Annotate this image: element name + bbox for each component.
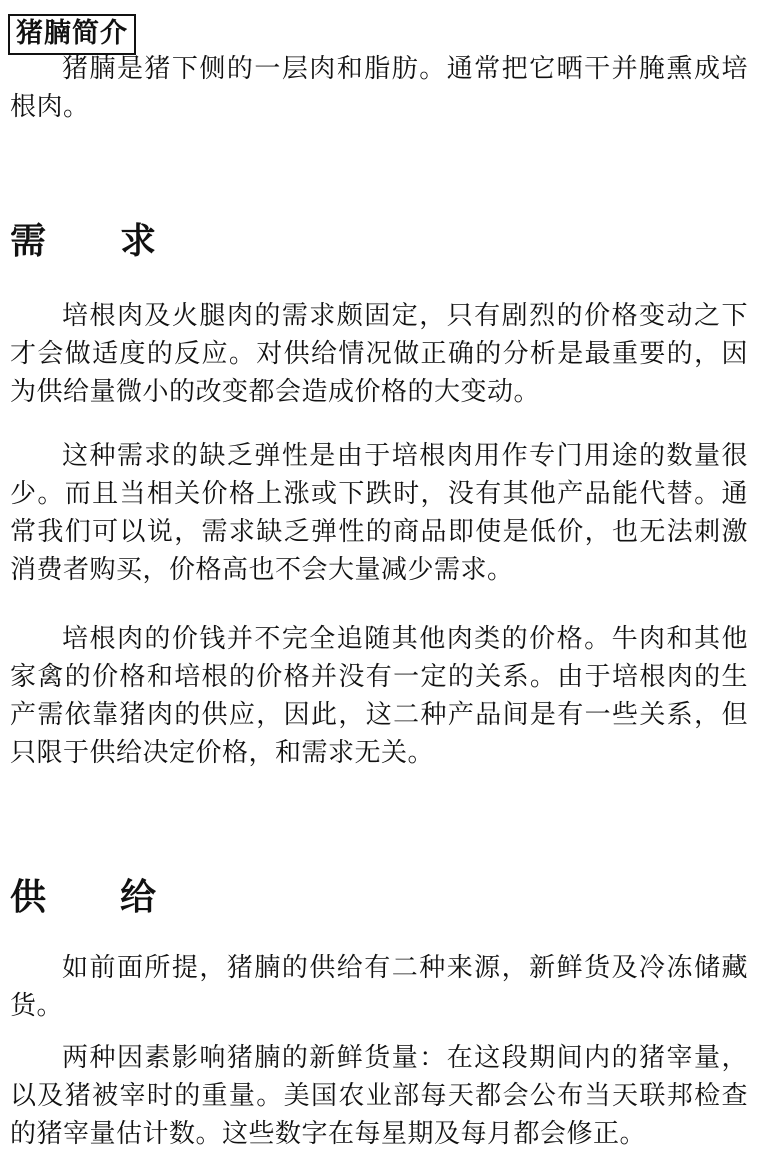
supply-heading: 供给 (10, 877, 231, 918)
supply-paragraph-2: 两种因素影响猪腩的新鲜货量：在这段期间内的猪宰量，以及猪被宰时的重量。美国农业部每天都会公布当天联邦检查的猪宰量估计数。这些数字在每星期及每月都会修正。 (10, 1043, 748, 1149)
demand-paragraph-2: 这种需求的缺乏弹性是由于培根肉用作专门用途的数量很少。而且当相关价格上涨或下跌时，没有其他产品能代替。通常我们可以说，需求缺乏弹性的商品即使是低价，也无法刺激消费者购买，价格高也不会大量减少需求。 (10, 441, 748, 585)
demand-paragraph-1: 培根肉及火腿肉的需求颇固定，只有剧烈的价格变动之下才会做适度的反应。对供给情况做正确的分析是最重要的，因为供给量微小的改变都会造成价格的大变动。 (10, 301, 748, 407)
demand-heading: 需求 (10, 221, 231, 262)
supply-paragraph-1: 如前面所提，猪腩的供给有二种来源，新鲜货及冷冻储藏货。 (10, 953, 748, 1021)
intro-paragraph: 猪腩是猪下侧的一层肉和脂肪。通常把它晒干并腌熏成培根肉。 (10, 54, 748, 122)
demand-paragraph-3: 培根肉的价钱并不完全追随其他肉类的价格。牛肉和其他家禽的价格和培根的价格并没有一定的关系。由于培根肉的生产需依靠猪肉的供应，因此，这二种产品间是有一些关系，但只限于供给决定价格，和需求无关。 (10, 624, 748, 768)
intro-title: 猪腩简介 (8, 14, 136, 55)
